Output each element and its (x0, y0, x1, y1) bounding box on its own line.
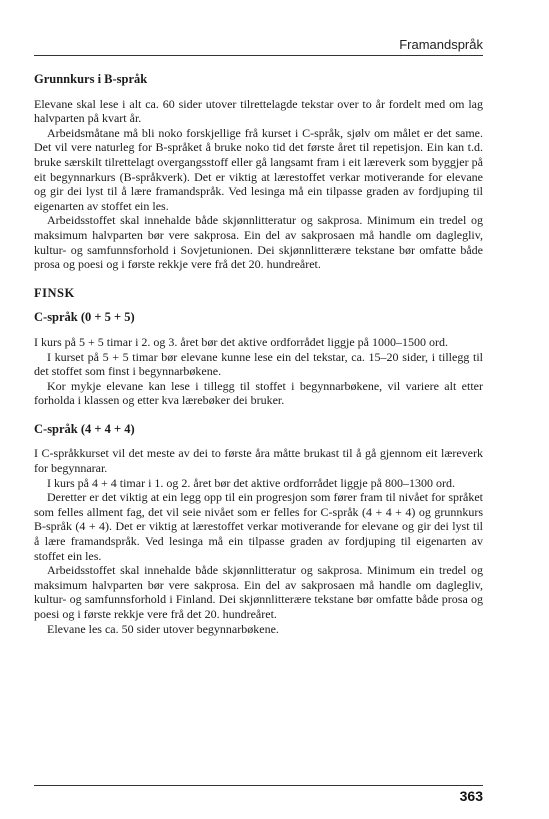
section-heading-finsk: FINSK (34, 285, 75, 300)
paragraph: I C-språkkurset vil det meste av dei to første åra måtte brukast til å gå gjennom eit læreverk for begynnarar. (34, 446, 483, 476)
paragraph: I kurs på 5 + 5 timar i 2. og 3. året bør det aktive ordforrådet liggje på 1000–1500 ord. (34, 334, 448, 349)
subsection-heading-c-sprak-444: C-språk (4 + 4 + 4) (34, 421, 135, 436)
footer-rule (34, 785, 483, 786)
paragraph: Elevane skal lese i alt ca. 60 sider utover tilrettelagde tekstar over to år fordelt med om lag halvparten på kvart år. (34, 96, 483, 126)
paragraph: Elevane les ca. 50 sider utover begynnarbøkene. (47, 621, 279, 636)
paragraph: Arbeidsstoffet skal innehalde både skjønnlitteratur og sakprosa. Minimum ein tredel og maksimum halvparten bør vere sakprosa. Ein del av sakprosaen må handle om daglegliv, kultur- og samfunnsforhold i Finland. Dei skjønnlitterære tekstane bør omfatte både prosa og poesi og i første rekkje vere frå det 20. hundreåret. (34, 563, 483, 621)
page-number: 363 (459, 788, 483, 804)
running-head: Framandspråk (399, 37, 483, 52)
section-heading-grunnkurs: Grunnkurs i B-språk (34, 72, 148, 86)
paragraph: Deretter er det viktig at ein legg opp til ein progresjon som fører fram til nivået for språket som felles allment fag, det vil seie nivået som er felles for C-språk (4 + 4 + 4) og grunnkurs B-språk (4 + 4). Det er viktig at lærestoffet verkar motiverande for elevane og gir dei lyst til å lære framandspråk. Ved lesinga må ein tilpasse graden av fordjuping til eigenarten av stoffet ein les. (34, 490, 483, 563)
subsection-heading-c-sprak-055: C-språk (0 + 5 + 5) (34, 310, 135, 325)
paragraph: I kurset på 5 + 5 timar bør elevane kunne lese ein del tekstar, ca. 15–20 sider, i tillegg til det stoffet som finst i begynnarbøkene. (34, 349, 483, 379)
paragraph: Arbeidsmåtane må bli noko forskjellige frå kurset i C-språk, sjølv om målet er det same. Det vil vere naturleg for B-språket å bruke noko tid det første året til repetisjon. Ein kan t.d. bruke særskilt tilrettelagt overgangsstoff eller gå langsamt fram i eit læreverk som byggjer på eit begynnarkurs (B-språkverk). Det er viktig at lærestoffet verkar motiverande for elevane og gir dei lyst til å lære framandspråk. Ved lesinga må ein tilpasse graden av fordjuping til eigenarten av stoffet ein les. (34, 125, 483, 213)
paragraph: Kor mykje elevane kan lese i tillegg til stoffet i begynnarbøkene, vil variere alt etter forholda i klassen og etter kva lærebøker dei bruker. (34, 378, 483, 408)
paragraph: Arbeidsstoffet skal innehalde både skjønnlitteratur og sakprosa. Minimum ein tredel og maksimum halvparten bør vere sakprosa. Ein del av sakprosaen må handle om daglegliv, kultur- og samfunnsforhold i Sovjetunionen. Dei skjønnlitterære tekstane bør omfatte både prosa og poesi og i første rekkje vere frå det 20. hundreåret. (34, 213, 483, 272)
header-rule (34, 55, 483, 56)
page-body (34, 66, 483, 636)
paragraph: I kurs på 4 + 4 timar i 1. og 2. året bør det aktive ordforrådet liggje på 800–1300 ord. (47, 475, 455, 490)
